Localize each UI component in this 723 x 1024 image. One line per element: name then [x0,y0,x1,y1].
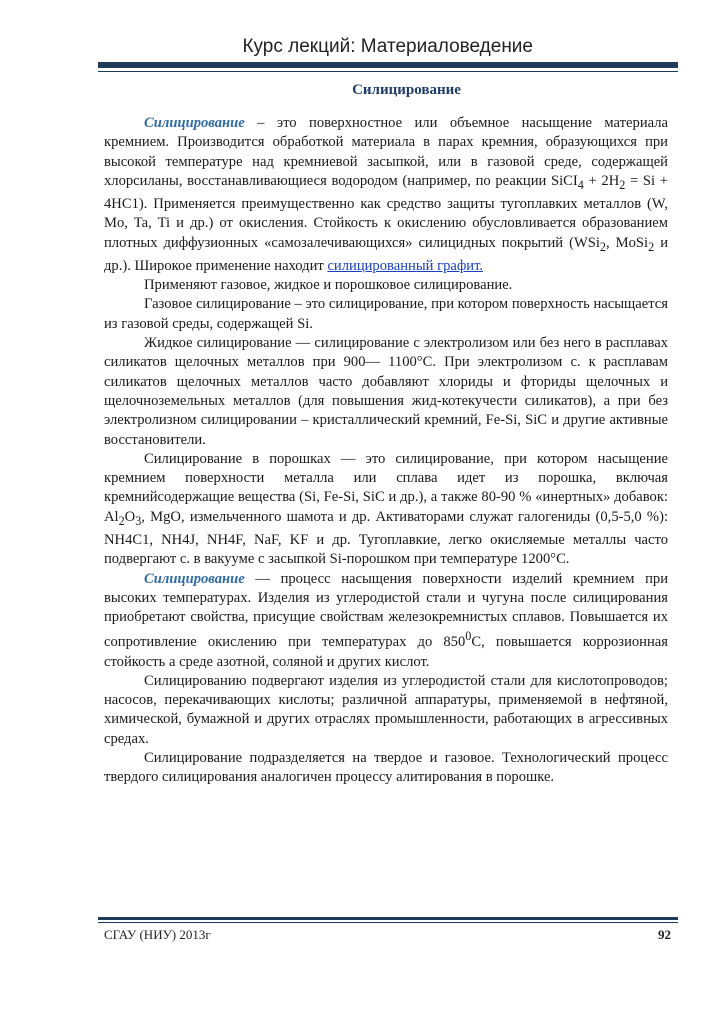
paragraph-3: Газовое силицирование – это силицирование, при котором поверхность насыщается из газовой среды, содержащей Si. [104,296,668,332]
paragraph-1 [104,114,668,276]
text-run: , MgO, измельченного шамота и др. Активаторами служат галогениды (0,5-5,0 %): NH4C1, NH4J, NH4F, NaF, KF и др. Тугоплавкие, легко окисляемые металлы часто подвергают с. в вакууме с засыпкой Si-порошком при температуре 1200°С. [104,508,668,568]
siliconized-graphite-link[interactable]: силицированный графит. [327,257,484,274]
subscript: 2 [648,239,655,254]
paragraph-6 [104,570,668,672]
paragraph-2: Применяют газовое, жидкое и порошковое силицирование. [144,277,513,294]
subscript: 2 [619,177,626,192]
text-run: = Si + 4HC1). Применяется преимущественно как средство защиты тугоплавких металлов (W, Mo, Ta, Ti и др.) от окисления. Стойкость к окислению обусловливается образованием плотных диффузионных «самозалечивающихся» силицидных покрытий (WSi [104,172,668,251]
text-run: — процесс насыщения поверхности изделий кремнием при высоких температурах. Изделия из углеродистой стали и чугуна после силицирования приобретают свойства, присущие свойствам железокремнистых сплавов. Повышается их сопротивление окислению при температурах до 850 [104,570,668,651]
text-run: Силицирование в порошках — это силицирование, при котором насыщение кремнием поверхности металла или сплава идет из порошка, включая кремнийсодержащие вещества (Si, Fe-Si, SiC и др.), а также 80-90 % «инертных» добавок: Al [104,450,668,525]
subscript: 2 [118,513,125,528]
subscript: 4 [577,177,584,192]
header-divider [98,62,678,68]
document-body [104,114,668,788]
superscript: 0 [465,629,472,644]
subscript: 3 [135,513,142,528]
text-run: и др.). Широкое применение находит [104,234,669,274]
paragraph-5 [104,450,668,570]
text-run: С, повышается коррозионная стойкость а среде азотной, соляной и других кислот. [104,634,668,670]
text-run: + 2H [583,172,620,189]
page-number: 92 [658,927,671,942]
page-header-title: Курс лекций: Материаловедение [242,36,533,57]
footer-institution: СГАУ (НИУ) 2013г [104,927,211,942]
section-title: Силицирование [352,82,461,98]
paragraph-7: Силицированию подвергают изделия из углеродистой стали для кислотопроводов; насосов, перекачивающих кислоты; различной аппаратуры, применяемой в нефтяной, химической, бумажной и других отраслях промышленности, работающих в агрессивных средах. [104,672,668,747]
term-highlight: Силицирование [144,115,245,131]
text-run: , MoSi [606,234,649,251]
text-run: – это поверхностное или объемное насыщение материала кремнием. Производится обработкой материала в парах кремния, образующихся при высокой температуре над кремниевой засыпкой, или в газовой среде, содержащей хлорсиланы, восстанавливающиеся водородом (например, по реакции SiCI [104,115,668,189]
subscript: 2 [599,239,606,254]
term-highlight: Силицирование [144,570,245,587]
paragraph-4: Жидкое силицирование — силицирование с электролизом или без него в расплавах силикатов щелочных металлов при 900— 1100°С. При электролизом с. к расплавам силикатов щелочных металлов часто добавляют хлориды и фториды щелочных и щелочноземельных металлов (для повышения жид-котекучести силикатов), а при без электролизном силицировании – кристаллический кремний, Fe-Si, SiC и другие активные восстановители. [104,335,668,448]
footer-divider [98,917,678,920]
paragraph-8: Силицирование подразделяется на твердое и газовое. Технологический процесс твердого силицирования аналогичен процессу алитирования в порошке. [104,750,668,786]
text-run: O [124,508,136,525]
